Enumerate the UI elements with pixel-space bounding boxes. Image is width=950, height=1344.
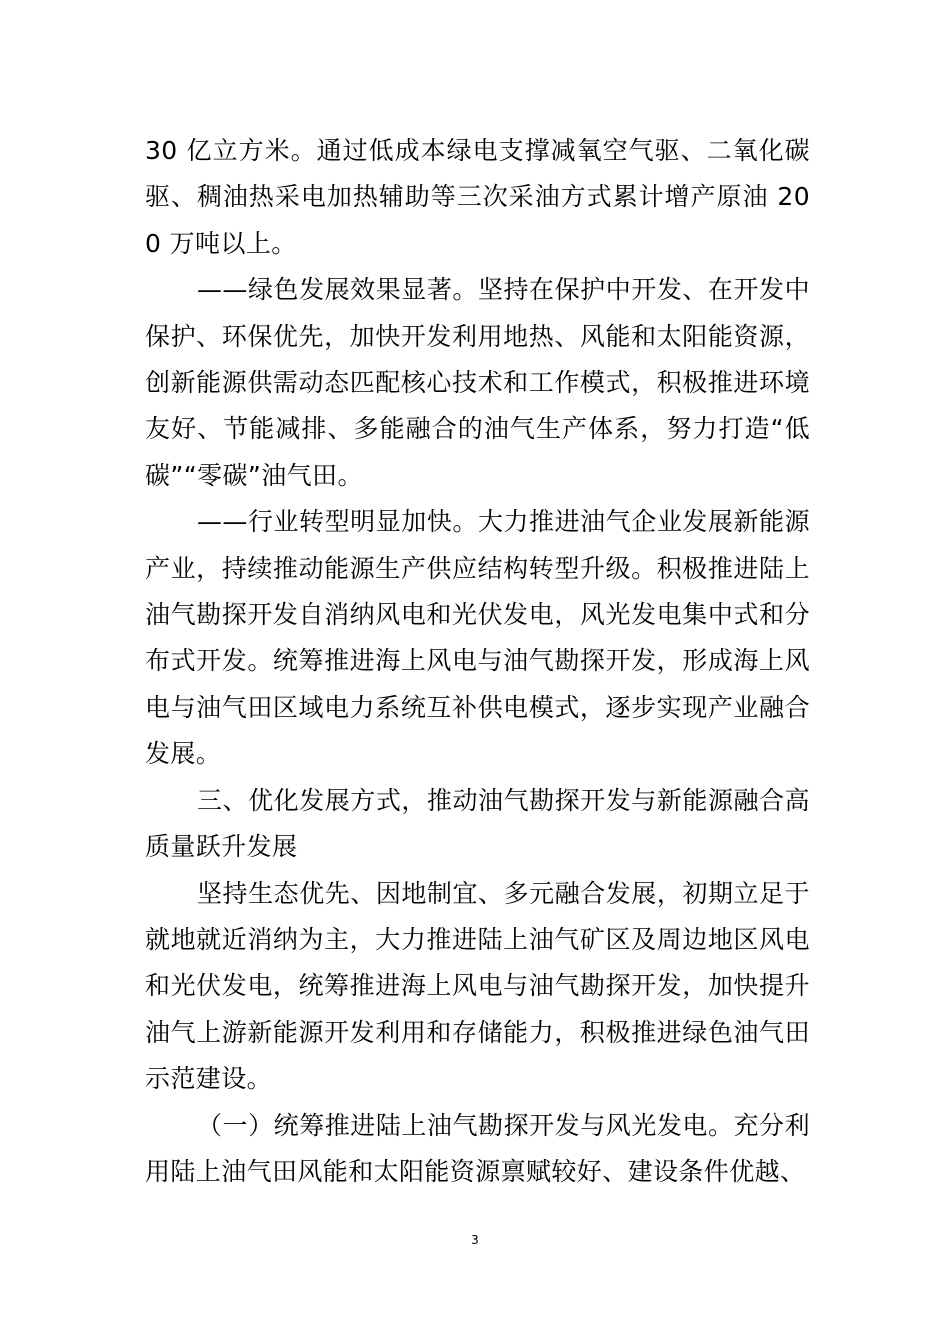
page-number: 3	[471, 1233, 479, 1247]
section-heading-3: 三、优化发展方式，推动油气勘探开发与新能源融合高质量跃升发展	[145, 785, 810, 862]
paragraph-continuation: 30 亿立方米。通过低成本绿电支撑减氧空气驱、二氧化碳驱、稠油热采电加热辅助等三次采油方式累计增产原油 200 万吨以上。	[145, 136, 810, 258]
subsection-heading-1: （一）统筹推进陆上油气勘探开发与风光发电。充分利用陆上油气田风能和太阳能资源禀赋较好、建设条件优越、	[145, 1110, 810, 1186]
paragraph-industry-transformation: ——行业转型明显加快。大力推进油气企业发展新能源产业，持续推动能源生产供应结构转型升级。积极推进陆上油气勘探开发自消纳风电和光伏发电，风光发电集中式和分布式开发。统筹推进海上风电与油气勘探开发，形成海上风电与油气田区域电力系统互补供电模式，逐步实现产业融合发展。	[145, 507, 810, 769]
paragraph-ecology-priority: 坚持生态优先、因地制宜、多元融合发展，初期立足于就地就近消纳为主，大力推进陆上油气矿区及周边地区风电和光伏发电，统筹推进海上风电与油气勘探开发，加快提升油气上游新能源开发利用和存储能力，积极推进绿色油气田示范建设。	[145, 878, 810, 1094]
body-text	[145, 128, 810, 1195]
paragraph-green-development: ——绿色发展效果显著。坚持在保护中开发、在开发中保护、环保优先，加快开发利用地热、风能和太阳能资源，创新能源供需动态匹配核心技术和工作模式，积极推进环境友好、节能减排、多能融合的油气生产体系，努力打造“低碳”“零碳”油气田。	[145, 275, 810, 490]
